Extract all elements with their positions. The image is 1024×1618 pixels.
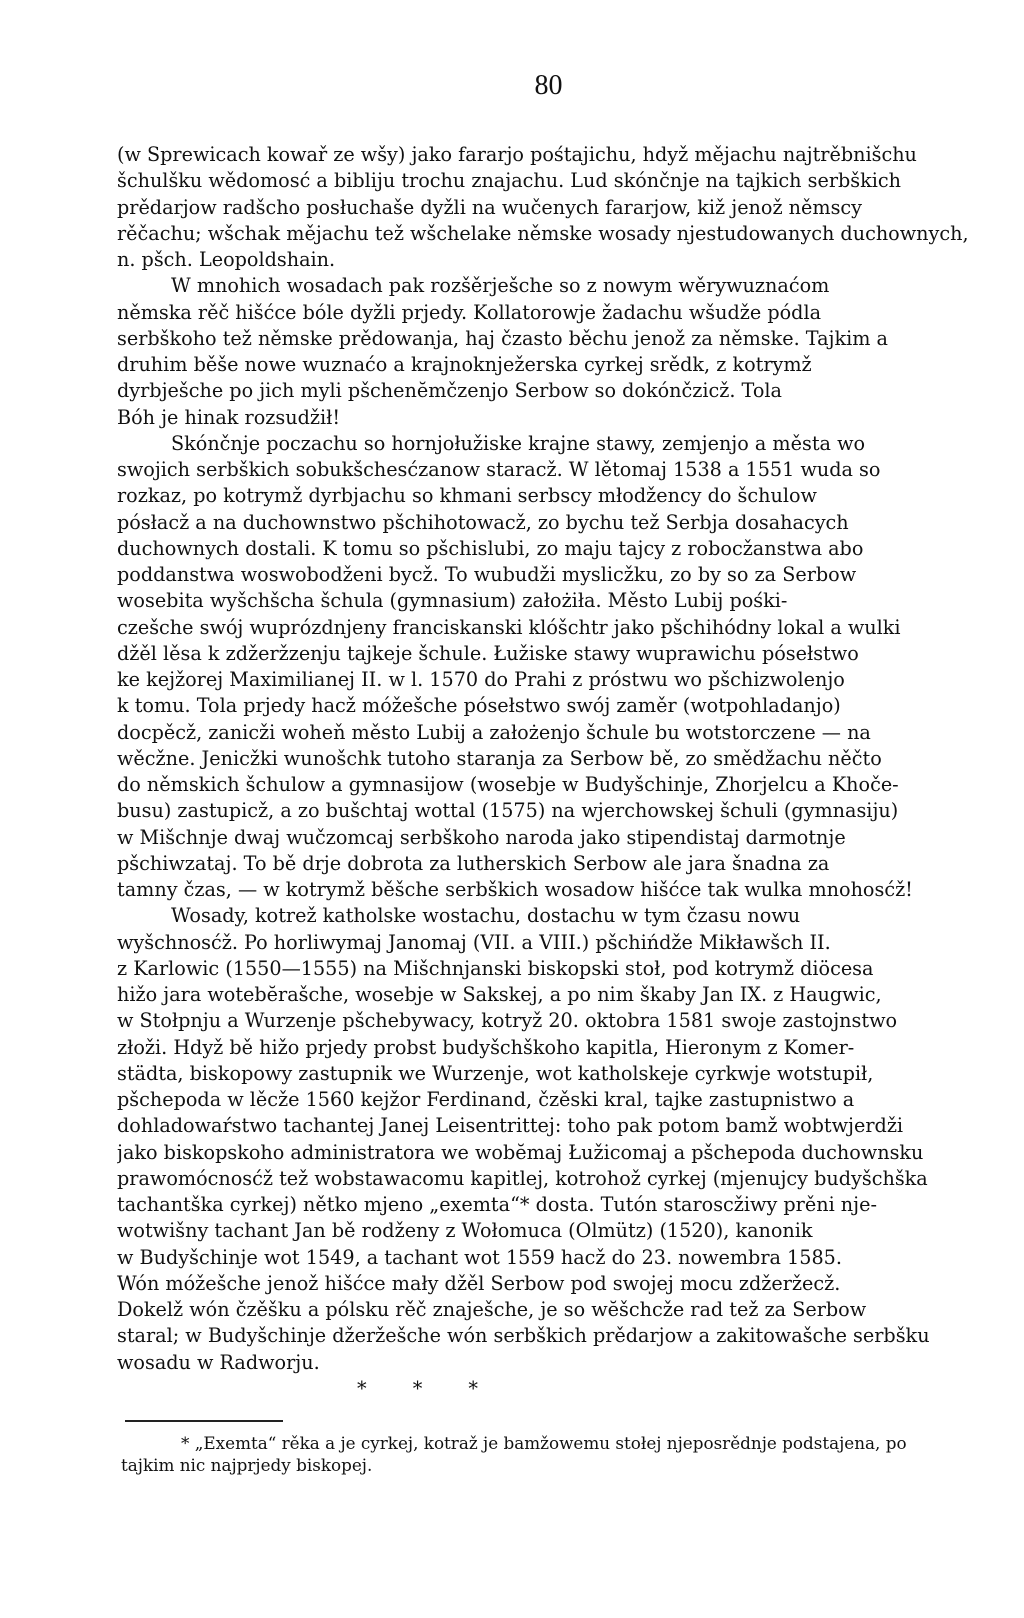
text-line: wěcžne. Jenicžki wunošchk tutoho staranja za Serbow bě, zo smědžachu něčto: [117, 746, 882, 770]
text-line: wosadu w Radworju.: [117, 1350, 320, 1374]
text-line: busu) zastupicž, a zo bušchtaj wottal (1575) na wjerchowskej šchuli (gymnasiju): [117, 799, 899, 823]
text-line: druhim běše nowe wuznaćo a krajnoknježerska cyrkej srědk, z kotrymž: [117, 353, 812, 376]
text-line: W mnohich wosadach pak rozšěrješche so z nowym wěrywuznaćom: [171, 274, 830, 298]
text-line: duchownych dostali. K tomu so pšchislubi, zo maju tajcy z robocžanstwa abo: [117, 536, 864, 560]
text-line: swojich serbškich sobukšchesćzanow staracž. W lětomaj 1538 a 1551 wuda so: [117, 458, 881, 481]
text-line: Bóh je hinak rozsudžił!: [117, 405, 341, 429]
text-line: czešche swój wuprózdnjeny franciskanski klóšchtr jako pšchihódny lokal a wulki: [117, 615, 901, 639]
text-line: pósłacž a na duchownstwo pšchihotowacž, zo bychu tež Serbja dosahacych: [117, 510, 849, 534]
text-line: rěčachu; wšchak mějachu tež wšchelake němske wosady njestudowanych duchownych,: [117, 221, 969, 245]
text-line: w Stołpnju a Wurzenje pšchebywacy, kotryž 20. oktobra 1581 swoje zastojnstwo: [117, 1009, 898, 1033]
text-line: džěl lěsa k zdžeržzenju tajkeje šchule. Łužiske stawy wuprawichu pósełstwo: [117, 641, 859, 665]
text-line: (w Sprewicach kowař ze wšy) jako fararjo pośtajichu, hdyž mějachu najtrěbnišchu: [117, 143, 917, 166]
text-line: hižo jara wotebĕrašche, wosebje w Sakskej, a po nim škaby Jan IX. z Haugwic,: [117, 983, 882, 1006]
text-line: jako biskopskoho administratora we wobĕmaj Łužicomaj a pšchepoda duchownsku: [117, 1140, 924, 1164]
text-line: z Karlowic (1550—1555) na Mišchnjanski biskopski stoł, pod kotrymž diöcesa: [117, 956, 874, 980]
text-line: němska rěč hišćce bóle dyžli prjedy. Kollatorowje žadachu wšudže pódla: [117, 300, 822, 324]
text-line: pšchepoda w lěcže 1560 kejžor Ferdinand, čzěski kral, tajke zastupnistwo a: [117, 1088, 855, 1111]
text-line: prawomócnosćž tež wobstawacomu kapitlej, kotrohož cyrkej (mjenujcy budyšchška: [117, 1166, 928, 1190]
text-line: wosebita wyšchšcha šchula (gymnasium) założiła. Město Lubij pośki-: [117, 589, 788, 613]
text-line: dyrbješche po jich myli pšchenĕmčzenjo Serbow so dokónčzicž. Tola: [117, 379, 782, 403]
text-line: złoži. Hdyž bě hižo prjedy probst budyšchškoho kapitla, Hieronym z Komer-: [117, 1035, 855, 1059]
text-line: tamny čzas, — w kotrymž běšche serbškich wosadow hišćce tak wulka mnohosćž!: [117, 878, 913, 901]
footnote-line: tajkim nic najprjedy biskopej.: [121, 1455, 373, 1475]
page-number: 80: [534, 70, 563, 101]
text-line: Wón móžešche jenož hišćce mały džěl Serbow pod swojej mocu zdžeržecž.: [117, 1271, 841, 1295]
text-line: w Budyšchinje wot 1549, a tachant wot 1559 hacž do 23. nowembra 1585.: [117, 1245, 842, 1269]
section-stars: * * *: [357, 1376, 498, 1400]
text-line: Wosady, kotrež katholske wostachu, dostachu w tym čzasu nowu: [171, 904, 801, 928]
text-line: Skónčnje poczachu so hornjołužiske krajne stawy, zemjenjo a města wo: [171, 431, 866, 455]
text-line: wyšchnosćž. Po horliwymaj Janomaj (VII. a VIII.) pšchińdže Mikławšch II.: [117, 930, 831, 954]
text-line: staral; w Budyšchinje džeržešche wón serbškich prědarjow a zakitowašche serbšku: [117, 1324, 930, 1348]
text-line: wotwišny tachant Jan bě rodženy z Wołomuca (Olmütz) (1520), kanonik: [117, 1219, 813, 1243]
footnote-line: * „Exemta“ rěka a je cyrkej, kotraž je bamžowemu stołej njeposrědnje podstajena, po: [181, 1433, 907, 1453]
footnote-divider: [125, 1420, 283, 1422]
text-line: städta, biskopowy zastupnik we Wurzenje, wot katholskeje cyrkwje wotstupił,: [117, 1061, 874, 1085]
text-line: ke kejžorej Maximilianej II. w l. 1570 do Prahi z próstwu wo pšchizwolenjo: [117, 668, 845, 691]
text-line: prědarjow radšcho posłuchaše dyžli na wučenych fararjow, kiž jenož němscy: [117, 195, 863, 219]
text-line: pšchiwzataj. To bě drje dobrota za lutherskich Serbow ale jara šnadna za: [117, 851, 830, 875]
text-line: docpěcž, zanicži woheň město Lubij a założenjo šchule bu wotstorczene — na: [117, 720, 871, 744]
text-line: serbškoho tež němske prědowanja, haj čzasto běchu jenož za němske. Tajkim a: [117, 326, 888, 350]
text-line: poddanstwa woswobodženi bycž. To wubudži myslicžku, zo by so za Serbow: [117, 563, 857, 586]
text-line: Dokelž wón čzěšku a pólsku rěč znaješche, je so wĕšchcže rad tež za Serbow: [117, 1298, 867, 1321]
text-line: n. pšch. Leopoldshain.: [117, 248, 336, 271]
main-text: [117, 142, 970, 1402]
text-line: k tomu. Tola prjedy hacž móžešche pósełstwo swój zaměr (wotpohladanjo): [117, 694, 841, 718]
text-line: tachantška cyrkej) nětko mjeno „exemta“* dosta. Tutón staroscžiwy prěni nje-: [117, 1193, 877, 1216]
text-line: šchulšku wědomosć a bibliju trochu znajachu. Lud skónčnje na tajkich serbškich: [117, 169, 901, 193]
text-line: rozkaz, po kotrymž dyrbjachu so khmani serbscy młodžency do šchulow: [117, 484, 817, 508]
text-line: do němskich šchulow a gymnasijow (wosebje w Budyšchinje, Zhorjelcu a Khoče-: [117, 773, 899, 796]
footnote: [117, 1432, 970, 1476]
text-line: dohladowaŕstwo tachantej Janej Leisentrittej: toho pak potom bamž wobtwjerdži: [117, 1114, 904, 1138]
text-line: w Mišchnje dwaj wučzomcaj serbškoho naroda jako stipendistaj darmotnje: [117, 825, 846, 849]
last-line-row: [117, 1376, 970, 1402]
